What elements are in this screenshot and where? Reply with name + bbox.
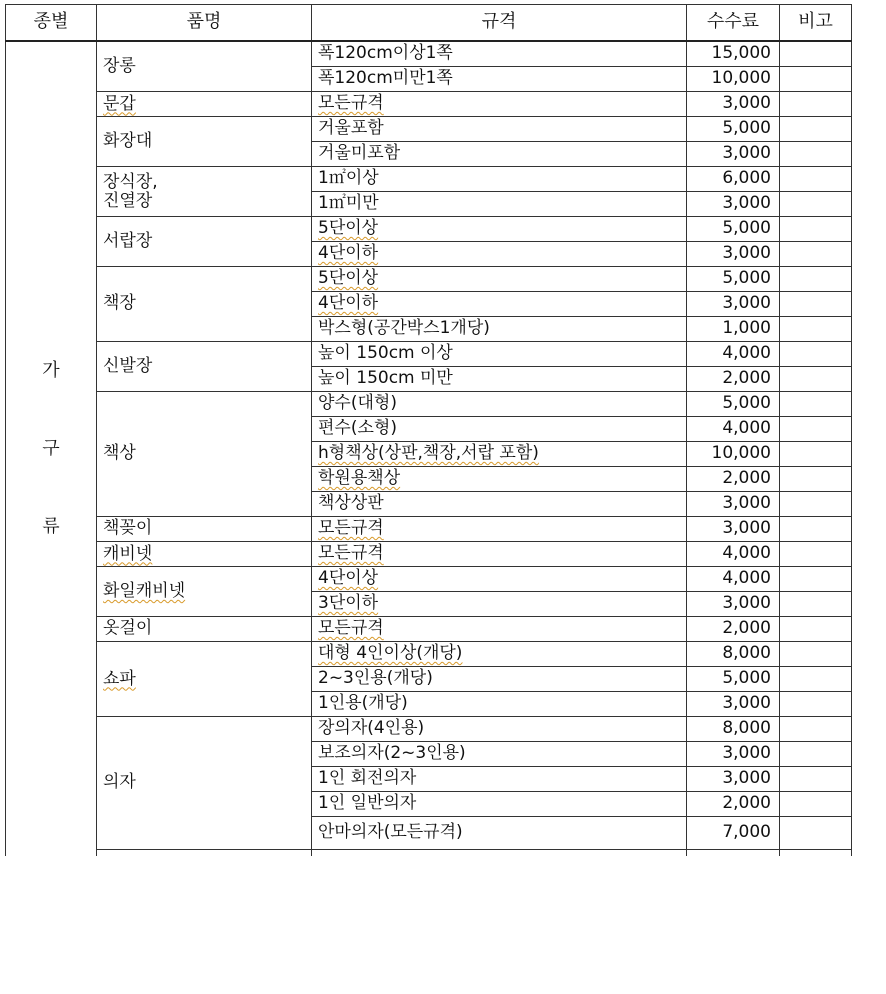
table-row: [6, 167, 852, 192]
fee-cell: 8,000: [687, 642, 780, 667]
note-cell: [780, 41, 852, 67]
spec-cell: 폭120cm이상1쪽: [312, 41, 687, 67]
spec-cell: 1인 회전의자: [312, 767, 687, 792]
fee-cell: 3,000: [687, 692, 780, 717]
spec-cell: 1㎡미만: [312, 192, 687, 217]
item-name: 책상: [97, 392, 312, 517]
fee-cell: 2,000: [687, 467, 780, 492]
note-cell: [780, 142, 852, 167]
spec-text: 모든규격: [318, 518, 384, 539]
note-cell: [780, 92, 852, 117]
note-cell: [780, 692, 852, 717]
note-cell: [780, 192, 852, 217]
spec-cell: [312, 242, 687, 267]
note-cell: [780, 617, 852, 642]
spec-text: 4단이하: [318, 243, 379, 264]
table-row: [6, 217, 852, 242]
spec-cell: [312, 617, 687, 642]
note-cell: [780, 417, 852, 442]
spec-cell: 거울미포함: [312, 142, 687, 167]
fee-cell: 3,000: [687, 192, 780, 217]
continued-fee-cell: [687, 850, 780, 857]
note-cell: [780, 242, 852, 267]
spec-cell: [312, 642, 687, 667]
fee-cell: 4,000: [687, 417, 780, 442]
table-row: [6, 92, 852, 117]
note-cell: [780, 567, 852, 592]
spec-text: 대형 4인이상(개당): [318, 643, 463, 664]
spec-text: h형책상(상판,책장,서랍 포함): [318, 443, 539, 464]
fee-cell: 6,000: [687, 167, 780, 192]
header-fee: 수수료: [687, 5, 780, 42]
item-name: [97, 642, 312, 717]
spec-cell: [312, 542, 687, 567]
table-row: [6, 342, 852, 367]
note-cell: [780, 517, 852, 542]
category-char: 가: [42, 360, 60, 381]
table-row: [6, 567, 852, 592]
table-row: [6, 717, 852, 742]
note-cell: [780, 742, 852, 767]
fee-cell: 5,000: [687, 392, 780, 417]
note-cell: [780, 67, 852, 92]
spec-text: 5단이상: [318, 268, 379, 289]
spec-cell: 박스형(공간박스1개당): [312, 317, 687, 342]
header-row: [6, 5, 852, 42]
spec-cell: 편수(소형): [312, 417, 687, 442]
header-spec: 규격: [312, 5, 687, 42]
spec-cell: 장의자(4인용): [312, 717, 687, 742]
note-cell: [780, 817, 852, 850]
spec-text: 모든규격: [318, 543, 384, 564]
fee-cell: 5,000: [687, 267, 780, 292]
fee-cell: 2,000: [687, 792, 780, 817]
fee-cell: 2,000: [687, 617, 780, 642]
item-name: 책꽂이: [97, 517, 312, 542]
table-row-continued: [6, 850, 852, 857]
note-cell: [780, 317, 852, 342]
spec-cell: 책상상판: [312, 492, 687, 517]
item-name-line: 진열장: [103, 190, 153, 211]
table-row: [6, 392, 852, 417]
spec-text: 5단이상: [318, 218, 379, 239]
spec-cell: [312, 92, 687, 117]
fee-cell: 2,000: [687, 367, 780, 392]
fee-cell: 5,000: [687, 117, 780, 142]
note-cell: [780, 717, 852, 742]
fee-cell: 3,000: [687, 742, 780, 767]
table-row: [6, 542, 852, 567]
fee-cell: 3,000: [687, 767, 780, 792]
fee-cell: 5,000: [687, 667, 780, 692]
fee-cell: 1,000: [687, 317, 780, 342]
table-row: [6, 617, 852, 642]
note-cell: [780, 492, 852, 517]
note-cell: [780, 117, 852, 142]
item-name: [97, 92, 312, 117]
category-char: 류: [42, 516, 60, 537]
note-cell: [780, 467, 852, 492]
note-cell: [780, 667, 852, 692]
fee-cell: 8,000: [687, 717, 780, 742]
fee-cell: 5,000: [687, 217, 780, 242]
fee-cell: 3,000: [687, 592, 780, 617]
continued-item-cell: [97, 850, 312, 857]
fee-cell: 4,000: [687, 567, 780, 592]
spec-cell: 보조의자(2~3인용): [312, 742, 687, 767]
spec-cell: 폭120cm미만1쪽: [312, 67, 687, 92]
note-cell: [780, 592, 852, 617]
note-cell: [780, 642, 852, 667]
note-cell: [780, 167, 852, 192]
spec-text: 3단이하: [318, 593, 379, 614]
item-name-text: 캐비넷: [103, 543, 153, 564]
continued-note-cell: [780, 850, 852, 857]
note-cell: [780, 792, 852, 817]
item-name: 서랍장: [97, 217, 312, 267]
spec-cell: [312, 592, 687, 617]
header-note: 비고: [780, 5, 852, 42]
note-cell: [780, 442, 852, 467]
category-cell: [6, 41, 97, 856]
item-name: 책장: [97, 267, 312, 342]
spec-cell: 거울포함: [312, 117, 687, 142]
fee-cell: 3,000: [687, 92, 780, 117]
fee-cell: 10,000: [687, 67, 780, 92]
fee-cell: 10,000: [687, 442, 780, 467]
fee-cell: 15,000: [687, 41, 780, 67]
fee-cell: 3,000: [687, 242, 780, 267]
item-name-line: 장식장,: [103, 171, 158, 192]
spec-cell: [312, 267, 687, 292]
note-cell: [780, 542, 852, 567]
spec-cell: 1인용(개당): [312, 692, 687, 717]
header-item: 품명: [97, 5, 312, 42]
table-row: [6, 117, 852, 142]
spec-cell: [312, 217, 687, 242]
continued-spec-cell: [312, 850, 687, 857]
fee-cell: 3,000: [687, 292, 780, 317]
item-name: 장롱: [97, 41, 312, 92]
spec-cell: [312, 442, 687, 467]
item-name: 신발장: [97, 342, 312, 392]
item-name: [97, 542, 312, 567]
item-name-text: 문갑: [103, 93, 136, 114]
spec-cell: 1인 일반의자: [312, 792, 687, 817]
spec-cell: [312, 517, 687, 542]
fee-cell: 7,000: [687, 817, 780, 850]
table-row: [6, 41, 852, 67]
table-row: [6, 267, 852, 292]
fee-cell: 3,000: [687, 517, 780, 542]
spec-text: 학원용책상: [318, 468, 401, 489]
spec-cell: [312, 467, 687, 492]
spec-text: 모든규격: [318, 618, 384, 639]
fee-cell: 3,000: [687, 492, 780, 517]
spec-cell: 1㎡이상: [312, 167, 687, 192]
spec-text: 4단이하: [318, 293, 379, 314]
item-name-text: 화일캐비넷: [103, 581, 186, 602]
header-category: 종별: [6, 5, 97, 42]
fee-cell: 3,000: [687, 142, 780, 167]
item-name-text: 쇼파: [103, 668, 136, 689]
note-cell: [780, 767, 852, 792]
spec-cell: 2~3인용(개당): [312, 667, 687, 692]
fee-cell: 4,000: [687, 342, 780, 367]
note-cell: [780, 292, 852, 317]
disposal-fee-table: [5, 4, 852, 856]
item-name: 화장대: [97, 117, 312, 167]
fee-cell: 4,000: [687, 542, 780, 567]
item-name: [97, 167, 312, 217]
note-cell: [780, 342, 852, 367]
item-name: 의자: [97, 717, 312, 850]
spec-cell: [312, 567, 687, 592]
note-cell: [780, 392, 852, 417]
spec-cell: 높이 150cm 미만: [312, 367, 687, 392]
table-row: [6, 517, 852, 542]
item-name: 옷걸이: [97, 617, 312, 642]
spec-text: 모든규격: [318, 93, 384, 114]
spec-cell: 양수(대형): [312, 392, 687, 417]
category-char: 구: [42, 438, 60, 459]
spec-text: 4단이상: [318, 568, 379, 589]
spec-cell: 안마의자(모든규격): [312, 817, 687, 850]
spec-cell: [312, 292, 687, 317]
note-cell: [780, 367, 852, 392]
item-name: [97, 567, 312, 617]
note-cell: [780, 267, 852, 292]
table-row: [6, 642, 852, 667]
spec-cell: 높이 150cm 이상: [312, 342, 687, 367]
note-cell: [780, 217, 852, 242]
